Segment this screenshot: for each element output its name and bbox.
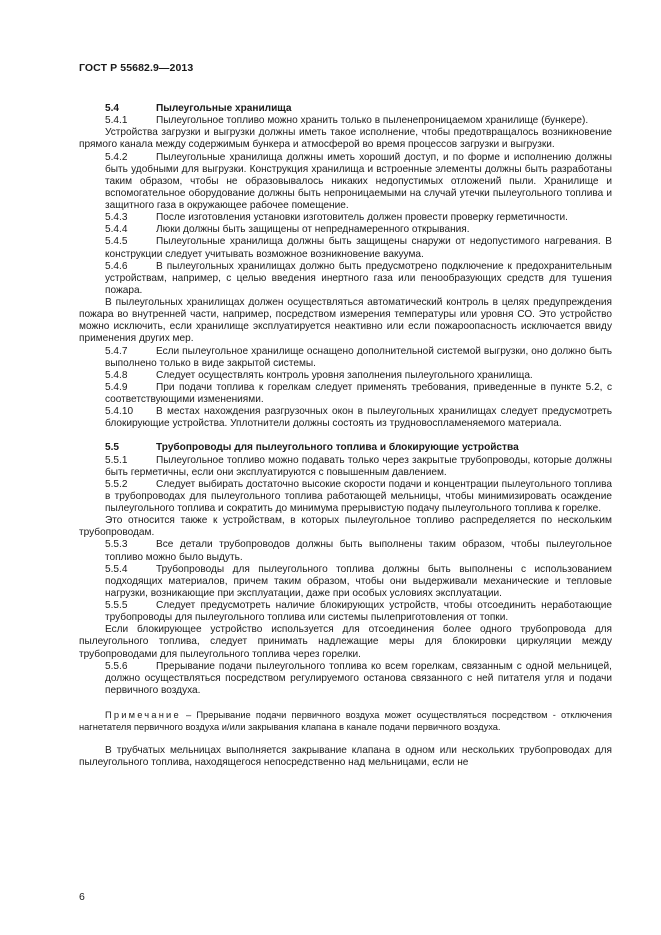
paragraph-5-4-2: [79, 152, 612, 213]
paragraph-text: После изготовления установки изготовитель должен провести проверку герметичности.: [156, 212, 568, 224]
section-heading-5-5: [79, 442, 612, 454]
paragraph-number: 5.5.4: [105, 563, 128, 575]
paragraph-5-4-3: [79, 212, 612, 224]
section-spacer: [79, 430, 612, 442]
paragraph-text: Следует предусмотреть наличие блокирующих устройств, чтобы отсоединить неработающие трубопроводы для пылеугольного топлива или системы пылеприготовления от топки.: [105, 600, 612, 624]
paragraph-5-5-2: [79, 479, 612, 515]
paragraph-5-5-1: [79, 455, 612, 479]
paragraph-5-4-4: [79, 224, 612, 236]
paragraph-5-4-1-continued: Устройства загрузки и выгрузки должны иметь такое исполнение, чтобы предотвращалось возникновение прямого канала между содержимым бункера и атмосферой во время процессов загрузки и выгрузки.: [79, 127, 612, 151]
section-heading-5-4: [79, 103, 612, 115]
paragraph-number: 5.4.8: [105, 369, 128, 381]
paragraph-5-5-4: [79, 564, 612, 600]
paragraph-number: 5.4.2: [105, 151, 128, 163]
paragraph-text: Пылеугольное топливо можно подавать только через закрытые трубопроводы, которые должны быть герметичны, если они эксплуатируются с повышенным давлением.: [105, 454, 612, 478]
section-number: 5.5: [105, 442, 120, 454]
paragraph-number: 5.4.9: [105, 381, 128, 393]
paragraph-text: При подачи топлива к горелкам следует применять требования, приведенные в пункте 5.2, с соответствующими изменениями.: [105, 381, 612, 405]
paragraph-5-4-10: [79, 406, 612, 430]
paragraph-5-5-6: [79, 661, 612, 697]
paragraph-number: 5.4.10: [105, 406, 134, 418]
paragraph-final: В трубчатых мельницах выполняется закрывание клапана в одном или нескольких трубопроводах для пылеугольного топлива, находящегося непосредственно над мельницами, если не: [79, 745, 612, 769]
paragraph-text: Если пылеугольное хранилище оснащено дополнительной системой выгрузки, оно должно быть выполнено только в виде закрытой системы.: [105, 345, 612, 369]
paragraph-number: 5.4.6: [105, 260, 128, 272]
paragraph-number: 5.5.1: [105, 454, 128, 466]
paragraph-number: 5.4.1: [105, 115, 128, 127]
section-title: Пылеугольные хранилища: [156, 103, 292, 114]
note: [79, 709, 612, 733]
paragraph-text: В местах нахождения разгрузочных окон в пылеугольных хранилищах следует предусмотреть блокирующие устройства. Уплотнители должны состоять из трудновоспламеняемого материала.: [105, 406, 612, 430]
paragraph-5-4-8: [79, 370, 612, 382]
paragraph-text: Все детали трубопроводов должны быть выполнены таким образом, чтобы пылеугольное топливо можно было выдуть.: [105, 539, 612, 563]
paragraph-number: 5.4.5: [105, 236, 128, 248]
paragraph-number: 5.5.3: [105, 539, 128, 551]
paragraph-number: 5.5.6: [105, 660, 128, 672]
document-body: [79, 103, 612, 769]
page-number: 6: [79, 891, 85, 903]
paragraph-5-5-3: [79, 539, 612, 563]
paragraph-5-5-2-continued: Это относится также к устройствам, в которых пылеугольное топливо распределяется по нескольким трубопроводам.: [79, 515, 612, 539]
paragraph-5-4-1: [79, 115, 612, 127]
paragraph-5-4-7: [79, 346, 612, 370]
paragraph-5-5-5-continued: Если блокирующее устройство используется для отсоединения более одного трубопровода для пылеугольного топлива, следует принимать надлежащие меры для блокировки циркуляции между трубопроводами для пылеугольного топлива через горелки.: [79, 624, 612, 660]
paragraph-number: 5.4.4: [105, 224, 128, 236]
paragraph-text: Пылеугольное топливо можно хранить только в пыленепроницаемом хранилище (бункере).: [156, 115, 589, 127]
paragraph-text: Трубопроводы для пылеугольного топлива должны быть выполнены с использованием подходящих материалов, причем таким образом, чтобы они выдерживали механические и тепловые нагрузки, возникающие при эксплуатации, даже при особых условиях эксплуатации.: [105, 563, 612, 599]
paragraph-5-4-9: [79, 382, 612, 406]
paragraph-text: Люки должны быть защищены от непреднамеренного открывания.: [156, 224, 470, 236]
paragraph-text: В пылеугольных хранилищах должно быть предусмотрено подключение к предохранительным устройствам, например, с целью введения инертного газа или пенообразующих средств для тушения пожара.: [105, 260, 612, 296]
paragraph-5-5-5: [79, 600, 612, 624]
paragraph-number: 5.4.3: [105, 212, 128, 224]
paragraph-text: Прерывание подачи пылеугольного топлива ко всем горелкам, связанным с одной мельницей, должно осуществляться посредством регулируемого останова связанного с ней питателя угля и подачи первичного воздуха.: [105, 660, 612, 696]
note-spacer: [79, 697, 612, 709]
paragraph-text: Следует выбирать достаточно высокие скорости подачи и концентрации пылеугольного топлива в трубопроводах для пылеугольного топлива работающей мельницы, чтобы минимизировать осаждение пылеугольного топлива и сократить до минимума прерывистую подачу пылеугольного топлива к горелке.: [105, 478, 612, 514]
paragraph-number: 5.5.5: [105, 600, 128, 611]
section-number: 5.4: [105, 103, 120, 114]
note-text: – Прерывание подачи первичного воздуха может осуществляться посредством - отключения нагнетателя первичного воздуха и/или закрывания клапана в канале подачи первичного воздуха.: [79, 710, 612, 732]
section-title: Трубопроводы для пылеугольного топлива и блокирующие устройства: [156, 442, 519, 454]
paragraph-text: Пылеугольные хранилища должны иметь хороший доступ, и по форме и исполнению должны быть удобными для выгрузки. Конструкция хранилища и встроенные элементы должны быть разработаны таким образом, чтобы не образовывалось никаких недопустимых отложений пыли. Хранилище и вспомогательное оборудование должны быть непроницаемыми на случай утечки пылеугольного топлива и защитного газа в окружающее рабочее помещение.: [105, 151, 612, 211]
paragraph-number: 5.5.2: [105, 478, 128, 490]
paragraph-5-4-6-continued: В пылеугольных хранилищах должен осуществляться автоматический контроль в целях предупреждения пожара во внутренней части, например, посредством измерения температуры или уровня СО. Это устройство можно исключить, если хранилище эксплуатируется неактивно или если пожароопасность исключается ввиду применения других мер.: [79, 297, 612, 345]
paragraph-5-4-6: [79, 261, 612, 297]
paragraph-number: 5.4.7: [105, 345, 128, 357]
paragraph-text: Следует осуществлять контроль уровня заполнения пылеугольного хранилища.: [156, 369, 533, 381]
note-label: Примечание: [105, 710, 181, 720]
paragraph-5-4-5: [79, 236, 612, 260]
final-spacer: [79, 733, 612, 745]
paragraph-text: Пылеугольные хранилища должны быть защищены снаружи от недопустимого нагревания. В конструкции следует учитывать возможное возникновение вакуума.: [105, 236, 612, 260]
document-header: ГОСТ Р 55682.9—2013: [79, 62, 194, 74]
